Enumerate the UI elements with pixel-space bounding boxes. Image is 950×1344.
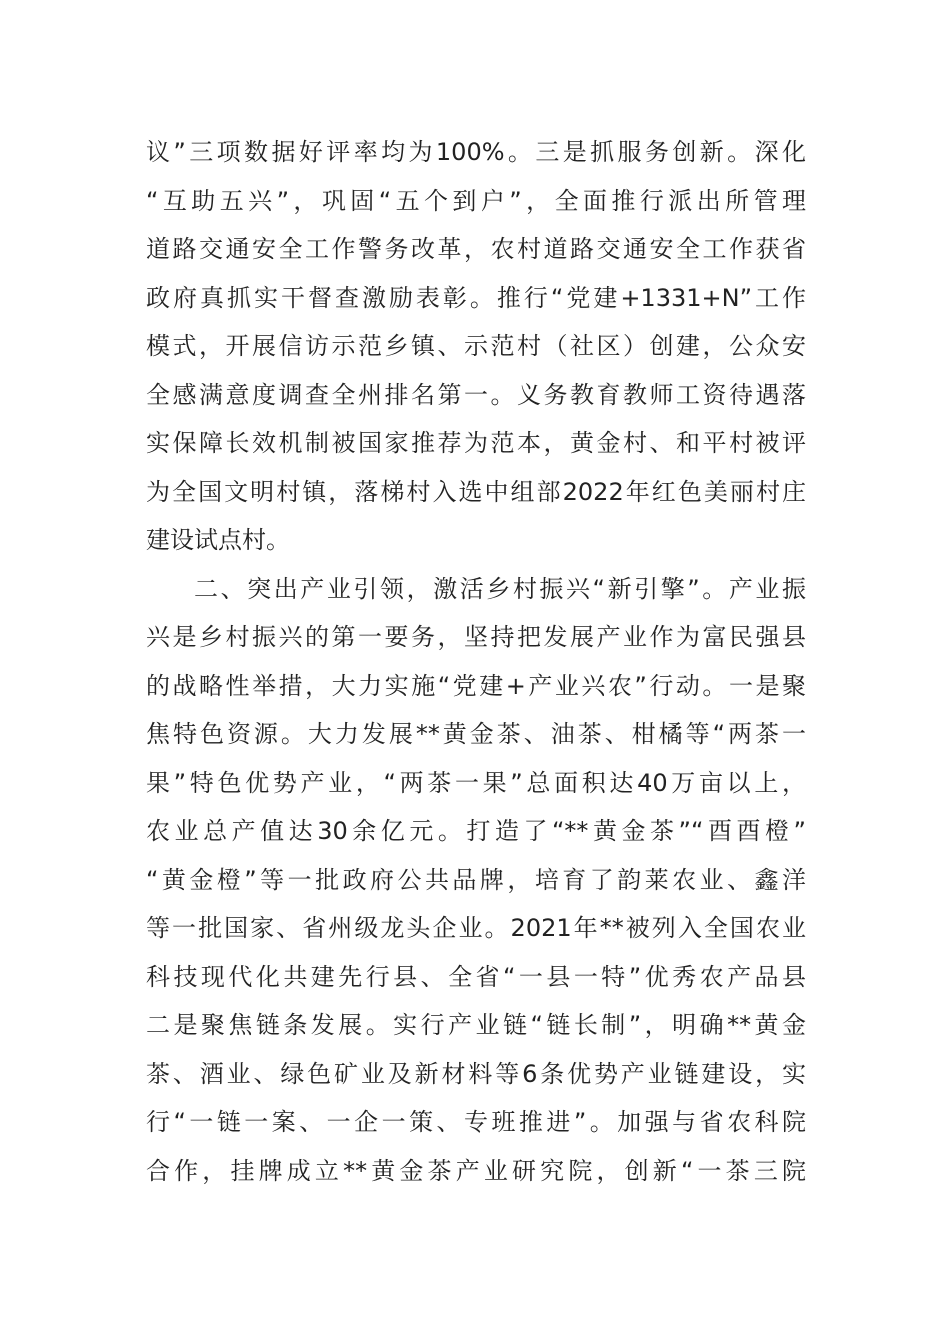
text-line: 为全国文明村镇，落梯村入选中组部2022年红色美丽村庄 xyxy=(146,477,806,506)
paragraph-service-innovation xyxy=(146,128,806,565)
document-body xyxy=(146,128,806,1195)
text-line: 实保障长效机制被国家推荐为范本，黄金村、和平村被评 xyxy=(146,429,806,457)
text-line: 焦特色资源。大力发展**黄金茶、油茶、柑橘等“两茶一 xyxy=(146,720,806,748)
text-line: 政府真抓实干督查激励表彰。推行“党建+1331+N”工作 xyxy=(146,283,806,312)
text-line: “互助五兴”，巩固“五个到户”，全面推行派出所管理 xyxy=(146,186,806,215)
text-line: 行“一链一案、一企一策、专班推进”。加强与省农科院 xyxy=(146,1108,806,1136)
text-line: 合作，挂牌成立**黄金茶产业研究院，创新“一茶三院 xyxy=(146,1156,806,1185)
text-line: 等一批国家、省州级龙头企业。2021年**被列入全国农业 xyxy=(146,914,806,942)
text-line: 茶、酒业、绿色矿业及新材料等6条优势产业链建设，实 xyxy=(146,1059,806,1088)
text-line: 科技现代化共建先行县、全省“一县一特”优秀农产品县 xyxy=(146,962,806,991)
section-heading-line: 二、突出产业引领，激活乡村振兴“新引擎”。产业振 xyxy=(194,574,806,603)
paragraph-industry-leading xyxy=(146,565,806,1196)
text-line: 建设试点村。 xyxy=(146,526,290,554)
text-line: 道路交通安全工作警务改革，农村道路交通安全工作获省 xyxy=(146,235,806,263)
text-line: “黄金橙”等一批政府公共品牌，培育了韵莱农业、鑫洋 xyxy=(146,865,806,894)
text-line: 议”三项数据好评率均为100%。三是抓服务创新。深化 xyxy=(146,138,806,166)
text-line: 全感满意度调查全州排名第一。义务教育教师工资待遇落 xyxy=(146,380,806,409)
text-line: 农业总产值达30余亿元。打造了“**黄金茶”“酉酉橙” xyxy=(146,817,806,845)
text-line: 二是聚焦链条发展。实行产业链“链长制”，明确**黄金 xyxy=(146,1011,806,1039)
text-line: 果”特色优势产业，“两茶一果”总面积达40万亩以上， xyxy=(146,768,806,797)
text-line: 模式，开展信访示范乡镇、示范村（社区）创建，公众安 xyxy=(146,332,806,360)
text-line: 兴是乡村振兴的第一要务，坚持把发展产业作为富民强县 xyxy=(146,623,806,651)
text-line: 的战略性举措，大力实施“党建+产业兴农”行动。一是聚 xyxy=(146,671,806,700)
